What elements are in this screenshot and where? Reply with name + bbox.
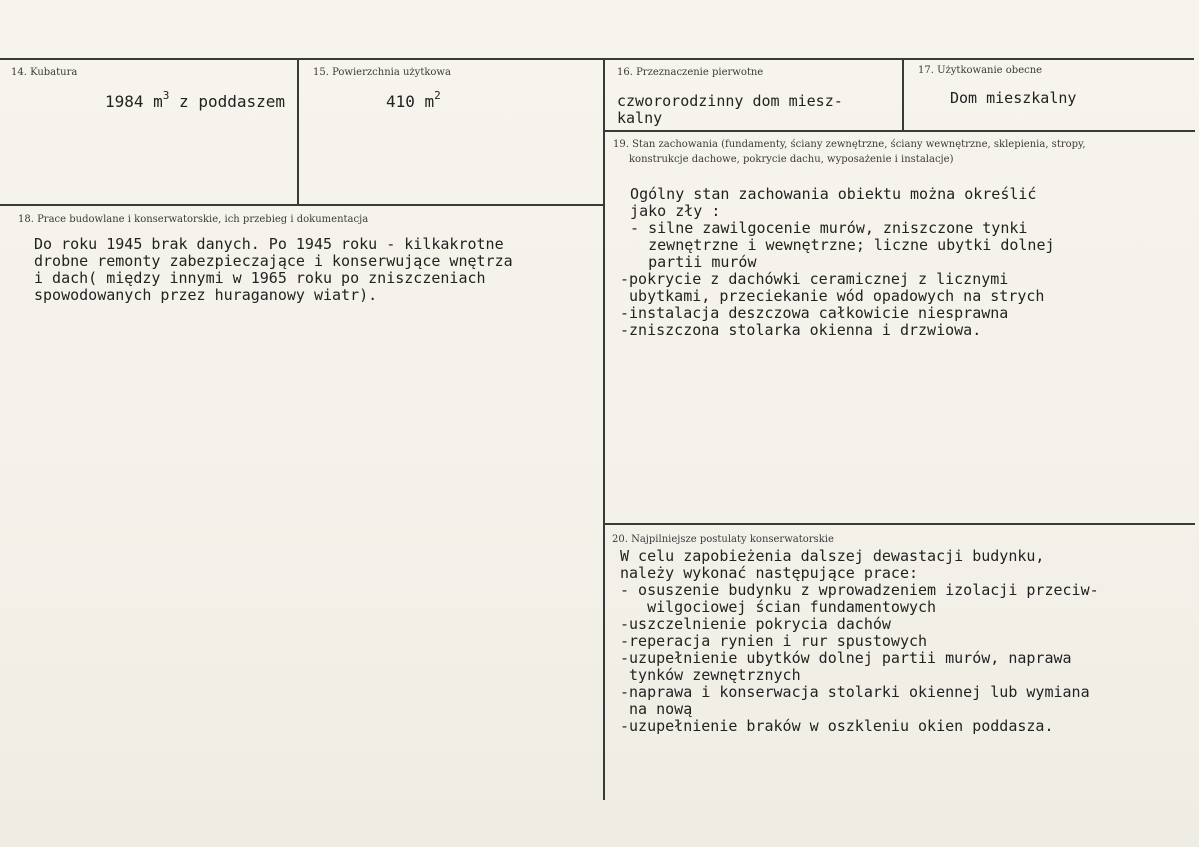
field-19-line: Ogólny stan zachowania obiektu można określić xyxy=(612,185,1037,203)
field-18-line: i dach( między innymi w 1965 roku po zniszczeniach xyxy=(34,269,486,287)
field-20-line: należy wykonać następujące prace: xyxy=(620,564,919,582)
field-19-line: -zniszczona stolarka okienna i drzwiowa. xyxy=(620,321,982,339)
field-19-line: -pokrycie z dachówki ceramicznej z licznymi xyxy=(620,270,1009,288)
field-18-line: spowodowanych przez huraganowy wiatr). xyxy=(34,286,378,304)
rule-under-14-15 xyxy=(0,204,605,206)
field-18-line: Do roku 1945 brak danych. Po 1945 roku - kilkakrotne xyxy=(34,235,504,253)
top-rule xyxy=(0,58,1194,60)
rule-above-20 xyxy=(605,523,1195,525)
field-17-label: 17. Użytkowanie obecne xyxy=(918,65,1043,76)
field-20-line: -naprawa i konserwacja stolarki okiennej lub wymiana xyxy=(620,683,1090,701)
divider-16-17 xyxy=(902,60,904,130)
field-16-label: 16. Przeznaczenie pierwotne xyxy=(617,67,764,78)
field-19-line: partii murów xyxy=(612,253,757,271)
field-20-line: tynków zewnętrznych xyxy=(620,666,801,684)
field-14-value: 1984 $m^3$ z poddaszem xyxy=(105,89,286,111)
field-16-line-2: kalny xyxy=(617,109,663,127)
field-15-label: 15. Powierzchnia użytkowa xyxy=(313,67,451,78)
field-20-label: 20. Najpilniejsze postulaty konserwatorskie xyxy=(612,534,834,545)
field-19-label-line-1: 19. Stan zachowania (fundamenty, ściany zewnętrzne, ściany wewnętrzne, sklepienia, stropy, xyxy=(613,139,1086,150)
field-18-line: drobne remonty zabezpieczające i konserwujące wnętrza xyxy=(34,252,513,270)
field-20-line: -uzupełnienie braków w oszkleniu okien poddasza. xyxy=(620,717,1054,735)
field-19-line: - silne zawilgocenie murów, zniszczone tynki xyxy=(612,219,1028,237)
field-20-line: -uzupełnienie ubytków dolnej partii murów, naprawa xyxy=(620,649,1072,667)
field-20-line: na nową xyxy=(620,700,693,718)
field-20-line: W celu zapobieżenia dalszej dewastacji budynku, xyxy=(620,547,1045,565)
field-19-label-line-2: konstrukcje dachowe, pokrycie dachu, wyposażenie i instalacje) xyxy=(629,154,954,165)
rule-under-16-17 xyxy=(605,130,1195,132)
divider-14-15 xyxy=(297,60,299,205)
field-14-label: 14. Kubatura xyxy=(11,67,78,78)
field-17-value: Dom mieszkalny xyxy=(950,89,1077,107)
field-19-line: -instalacja deszczowa całkowicie niesprawna xyxy=(620,304,1009,322)
field-19-line: jako zły : xyxy=(612,202,721,220)
field-20-line: -uszczelnienie pokrycia dachów xyxy=(620,615,891,633)
divider-left-right xyxy=(603,60,605,800)
field-16-line-1: czwororodzinny dom miesz- xyxy=(617,92,843,110)
field-18-label: 18. Prace budowlane i konserwatorskie, ich przebieg i dokumentacja xyxy=(18,214,369,225)
field-19-line: zewnętrzne i wewnętrzne; liczne ubytki dolnej xyxy=(612,236,1055,254)
field-20-line: -reperacja rynien i rur spustowych xyxy=(620,632,928,650)
field-19-line: ubytkami, przeciekanie wód opadowych na strych xyxy=(620,287,1045,305)
field-15-value: 410 $m^2$ xyxy=(386,89,441,111)
field-20-line: - osuszenie budynku z wprowadzeniem izolacji przeciw- xyxy=(620,581,1099,599)
field-20-line: wilgociowej ścian fundamentowych xyxy=(620,598,937,616)
